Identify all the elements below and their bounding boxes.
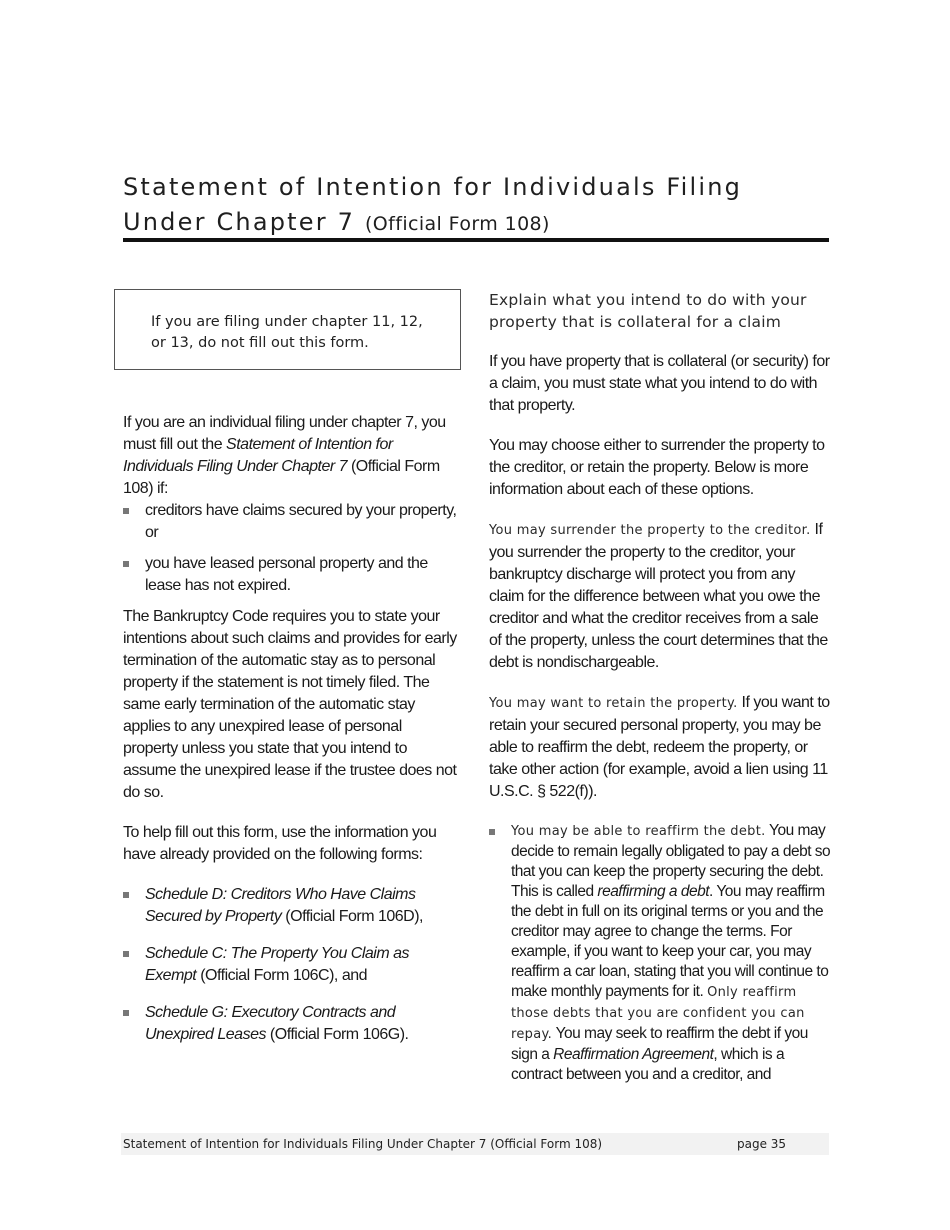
- intro-form-name: Statement of Intention for Individuals Filing Under Chapter 7: [123, 436, 393, 475]
- surrender-body: If you surrender the property to the creditor, your bankruptcy discharge will protect you from any claim for the difference between what you owe the creditor and what the creditor receives from a sale of the property, unless the court determines that the debt is nondischargeable.: [489, 521, 828, 671]
- surrender-paragraph: [489, 519, 831, 674]
- list-item: [123, 943, 458, 987]
- square-bullet-icon: [123, 1010, 129, 1016]
- form-name: Schedule G: Executory Contracts and Unexpired Leases: [145, 1004, 396, 1043]
- condition-text: creditors have claims secured by your property, or: [145, 502, 457, 541]
- title-rule: [123, 238, 829, 242]
- reaffirm-body: You may seek to reaffirm the debt if you sign a: [511, 1025, 808, 1063]
- reaffirm-body: , which is a contract between you and a creditor, and: [511, 1046, 785, 1083]
- reaffirm-list: [489, 821, 831, 1085]
- code-paragraph: The Bankruptcy Code requires you to state your intentions about such claims and provides for early termination of the automatic stay as to personal property if the statement is not timely filed. The same early termination of the automatic stay applies to any unexpired lease of personal property unless you state that you intend to assume the unexpired lease if the trustee does not do so.: [123, 608, 457, 801]
- form-number: (Official Form 106G).: [265, 1026, 409, 1043]
- title-subtitle: (Official Form 108): [364, 213, 550, 235]
- list-item: [123, 553, 458, 597]
- page-footer: [121, 1133, 829, 1155]
- square-bullet-icon: [123, 951, 129, 957]
- list-item: [123, 1002, 458, 1046]
- reaffirm-term: reaffirming a debt: [597, 883, 710, 900]
- title-main: Statement of Intention for Individuals Filing Under Chapter 7: [123, 173, 743, 236]
- square-bullet-icon: [123, 892, 129, 898]
- form-name: Schedule D: Creditors Who Have Claims Secured by Property: [145, 886, 416, 925]
- list-item: [123, 500, 458, 544]
- square-bullet-icon: [123, 561, 129, 567]
- intro-text-b: (Official Form 108) if:: [123, 458, 440, 497]
- left-column: [123, 412, 458, 1046]
- form-number: (Official Form 106D),: [281, 908, 423, 925]
- section-heading: Explain what you intend to do with your property that is collateral for a claim: [489, 291, 807, 331]
- notice-box: [114, 289, 461, 370]
- reaffirm-lead: Only reaffirm those debts that you are confident you can repay.: [511, 985, 805, 1042]
- intro-paragraph: [123, 412, 458, 500]
- page-number: page 35: [737, 1137, 787, 1151]
- help-paragraph: To help fill out this form, use the information you have already provided on the following forms:: [123, 824, 437, 863]
- retain-paragraph: [489, 692, 831, 803]
- list-item: [123, 884, 458, 928]
- form-number: (Official Form 106C), and: [196, 967, 368, 984]
- square-bullet-icon: [489, 829, 495, 835]
- reaffirm-lead: You may be able to reaffirm the debt.: [511, 824, 766, 839]
- form-name: Schedule C: The Property You Claim as Exempt: [145, 945, 410, 984]
- surrender-lead: You may surrender the property to the creditor.: [489, 523, 811, 538]
- reaffirm-body: . You may reaffirm the debt in full on its original terms or you and the creditor may agree to change the terms. For example, if you want to keep your car, you may reaffirm a car loan, stating that you will continue to make monthly payments for it.: [511, 883, 829, 1000]
- retain-lead: You may want to retain the property.: [489, 696, 738, 711]
- right-column: [489, 289, 831, 1085]
- collateral-paragraph: If you have property that is collateral (or security) for a claim, you must state what you intend to do with that property.: [489, 353, 830, 414]
- condition-text: you have leased personal property and the lease has not expired.: [145, 555, 428, 594]
- forms-list: [123, 884, 458, 1046]
- footer-title: Statement of Intention for Individuals Filing Under Chapter 7 (Official Form 108): [123, 1137, 603, 1151]
- notice-text: If you are filing under chapter 11, 12, or 13, do not fill out this form.: [151, 314, 423, 351]
- square-bullet-icon: [123, 508, 129, 514]
- reaffirmation-agreement-term: Reaffirmation Agreement: [553, 1046, 714, 1063]
- intro-text-a: If you are an individual filing under chapter 7, you must fill out the: [123, 414, 446, 453]
- options-paragraph: You may choose either to surrender the property to the creditor, or retain the property. Below is more information about each of these options.: [489, 437, 825, 498]
- retain-body: If you want to retain your secured personal property, you may be able to reaffirm the debt, redeem the property, or take other action (for example, avoid a lien using 11 U.S.C. § 522(f)).: [489, 694, 830, 800]
- list-item: [489, 821, 831, 1085]
- reaffirm-body: You may decide to remain legally obligated to pay a debt so that you can keep the property securing the debt. This is called: [511, 822, 831, 900]
- conditions-list: [123, 500, 458, 597]
- page-title: [123, 170, 829, 242]
